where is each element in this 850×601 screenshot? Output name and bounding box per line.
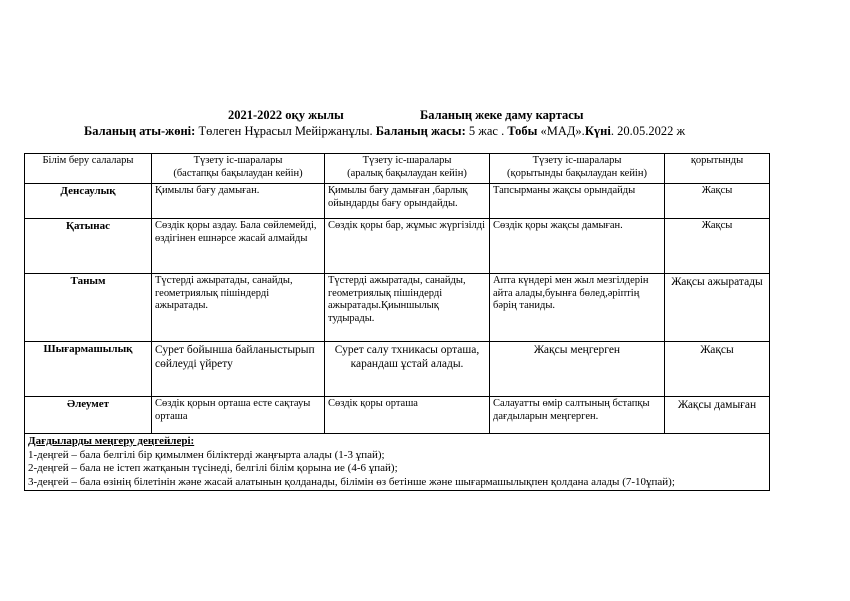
header-final bbox=[490, 154, 665, 184]
row-result: Жақсы bbox=[665, 184, 770, 219]
row-initial: Түстерді ажыратады, санайды, геометриялық пішіндерді ажыратады. bbox=[152, 274, 325, 342]
header-mid bbox=[325, 154, 490, 184]
row-result: Жақсы дамыған bbox=[665, 397, 770, 434]
row-mid: Сөздік қоры бар, жұмыс жүргізілді bbox=[325, 219, 490, 274]
table-row bbox=[25, 184, 770, 219]
academic-year: 2021-2022 оқу жылы bbox=[228, 108, 344, 122]
header-result: қорытынды bbox=[665, 154, 770, 184]
row-result: Жақсы bbox=[665, 219, 770, 274]
row-area: Қатынас bbox=[25, 219, 152, 274]
row-initial: Сурет бойынша байланыстырып сөйлеуді үйрету bbox=[152, 342, 325, 397]
row-mid: Қимылы бағу дамыған ,барлық ойындарды бағу орындайды. bbox=[325, 184, 490, 219]
child-name-label: Баланың аты-жөні: bbox=[84, 124, 196, 138]
row-mid: Сурет салу тхникасы орташа, карандаш ұстай алады. bbox=[325, 342, 490, 397]
legend-title: Дағдыларды меңгеру деңгейлері: bbox=[28, 435, 195, 447]
row-final: Жақсы меңгерген bbox=[490, 342, 665, 397]
row-initial: Сөздік қорын орташа есте сақтауы орташа bbox=[152, 397, 325, 434]
header-final-line2: (қорытынды бақылаудан кейін) bbox=[507, 167, 647, 179]
row-area: Әлеумет bbox=[25, 397, 152, 434]
header-initial bbox=[152, 154, 325, 184]
row-initial: Сөздік қоры аздау. Бала сөйлемейді, өздігінен ешнәрсе жасай алмайды bbox=[152, 219, 325, 274]
row-area: Шығармашылық bbox=[25, 342, 152, 397]
group-label: Тобы bbox=[507, 124, 538, 138]
header-mid-line2: (аралық бақылаудан кейін) bbox=[347, 167, 467, 179]
row-initial: Қимылы бағу дамыған. bbox=[152, 184, 325, 219]
card-title: Баланың жеке даму картасы bbox=[420, 108, 584, 122]
age-label: Баланың жасы: bbox=[375, 124, 466, 138]
row-final: Тапсырманы жақсы орындайды bbox=[490, 184, 665, 219]
row-area: Денсаулық bbox=[25, 184, 152, 219]
header-initial-line2: (бастапқы бақылаудан кейін) bbox=[173, 167, 303, 179]
header-area: Білім беру салалары bbox=[25, 154, 152, 184]
child-name: Төлеген Нұрасыл Мейіржанұлы. bbox=[195, 124, 376, 138]
row-mid: Түстерді ажыратады, санайды, геометриялық пішіндерді ажыратады.Қиыншылық тудырады. bbox=[325, 274, 490, 342]
header-mid-line1: Түзету іс-шаралары bbox=[362, 155, 452, 166]
table-row bbox=[25, 397, 770, 434]
date-value: . 20.05.2022 ж bbox=[610, 124, 686, 138]
table-row bbox=[25, 219, 770, 274]
legend-level-2: 2-деңгей – бала не істеп жатқанын түсінеді, белгілі білім қорына ие (4-6 ұпай); bbox=[28, 462, 398, 474]
skill-levels-legend bbox=[25, 434, 770, 491]
legend-level-3: 3-деңгей – бала өзінің білетінін және жасай алатынын қолданады, білімін өз бетінше және шығармашылықпен қолдана алады (7-10ұпай); bbox=[28, 475, 675, 488]
table-row bbox=[25, 274, 770, 342]
header-initial-line1: Түзету іс-шаралары bbox=[193, 155, 283, 166]
row-result: Жақсы ажыратады bbox=[665, 274, 770, 342]
child-age: 5 жас . bbox=[465, 124, 508, 138]
row-final: Сөздік қоры жақсы дамыған. bbox=[490, 219, 665, 274]
table-row bbox=[25, 342, 770, 397]
table-header-row bbox=[25, 154, 770, 184]
child-info-line bbox=[84, 124, 685, 139]
row-result: Жақсы bbox=[665, 342, 770, 397]
row-area: Таным bbox=[25, 274, 152, 342]
legend-row bbox=[25, 434, 770, 491]
row-mid: Сөздік қоры орташа bbox=[325, 397, 490, 434]
row-final: Салауатты өмір салтының бстапқы дағдыларын меңгерген. bbox=[490, 397, 665, 434]
group-name: «МАД». bbox=[537, 124, 585, 138]
date-label: Күні bbox=[584, 124, 611, 138]
development-card-table bbox=[24, 153, 770, 491]
legend-level-1: 1-деңгей – бала белгілі бір қимылмен біліктерді жаңғырта алады (1-3 ұпай); bbox=[28, 448, 385, 461]
header-final-line1: Түзету іс-шаралары bbox=[532, 155, 622, 166]
row-final: Апта күндері мен жыл мезгілдерін айта алады,буынға бөлед,әріптің бәрің таниды. bbox=[490, 274, 665, 342]
